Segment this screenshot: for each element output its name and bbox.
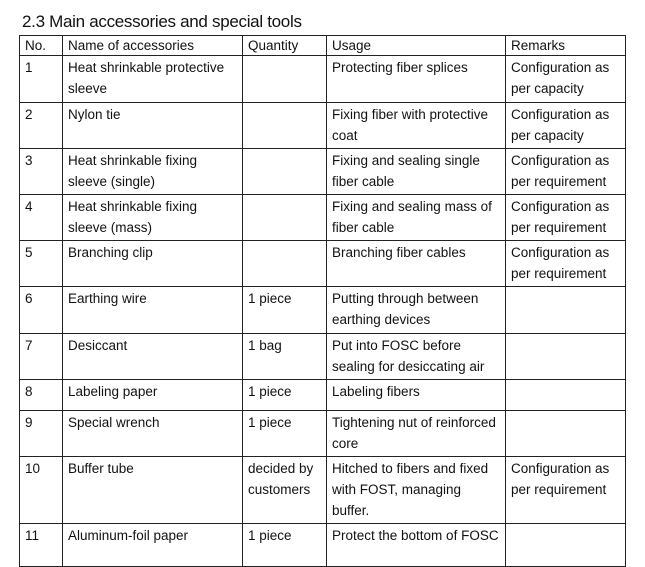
- cell-usage: Branching fiber cables: [327, 241, 506, 287]
- table-row: [20, 457, 626, 524]
- cell-name: Nylon tie: [63, 103, 243, 149]
- cell-name: Heat shrinkable fixing sleeve (single): [63, 149, 243, 195]
- cell-quantity: decided by customers: [243, 457, 327, 524]
- cell-no: 5: [20, 241, 63, 287]
- cell-name: Branching clip: [63, 241, 243, 287]
- cell-remarks: [506, 287, 626, 334]
- cell-name: Heat shrinkable fixing sleeve (mass): [63, 195, 243, 241]
- cell-quantity: 1 piece: [243, 411, 327, 457]
- cell-name: Buffer tube: [63, 457, 243, 524]
- header-no: No.: [20, 36, 63, 56]
- cell-no: 4: [20, 195, 63, 241]
- table-row: [20, 195, 626, 241]
- cell-remarks: Configuration as per requirement: [506, 457, 626, 524]
- accessories-table: [19, 35, 626, 567]
- cell-remarks: [506, 524, 626, 567]
- cell-no: 9: [20, 411, 63, 457]
- cell-quantity: [243, 149, 327, 195]
- cell-remarks: [506, 380, 626, 411]
- table-row: [20, 380, 626, 411]
- cell-usage: Protecting fiber splices: [327, 56, 506, 103]
- cell-usage: Fixing and sealing single fiber cable: [327, 149, 506, 195]
- cell-usage: Fixing fiber with protective coat: [327, 103, 506, 149]
- cell-no: 11: [20, 524, 63, 567]
- cell-no: 3: [20, 149, 63, 195]
- table-row: [20, 287, 626, 334]
- section-title: 2.3 Main accessories and special tools: [22, 12, 302, 31]
- cell-usage: Hitched to fibers and fixed with FOST, managing buffer.: [327, 457, 506, 524]
- cell-remarks: Configuration as per requirement: [506, 195, 626, 241]
- cell-no: 1: [20, 56, 63, 103]
- cell-remarks: [506, 334, 626, 380]
- cell-usage: Putting through between earthing devices: [327, 287, 506, 334]
- table-row: [20, 524, 626, 567]
- table-row: [20, 411, 626, 457]
- cell-remarks: Configuration as per capacity: [506, 103, 626, 149]
- cell-name: Labeling paper: [63, 380, 243, 411]
- cell-usage: Fixing and sealing mass of fiber cable: [327, 195, 506, 241]
- table-row: [20, 334, 626, 380]
- header-name: Name of accessories: [63, 36, 243, 56]
- header-usage: Usage: [327, 36, 506, 56]
- cell-no: 8: [20, 380, 63, 411]
- cell-quantity: 1 piece: [243, 524, 327, 567]
- cell-usage: Protect the bottom of FOSC: [327, 524, 506, 567]
- cell-remarks: Configuration as per requirement: [506, 149, 626, 195]
- cell-quantity: 1 bag: [243, 334, 327, 380]
- cell-name: Heat shrinkable protective sleeve: [63, 56, 243, 103]
- table-header-row: [20, 36, 626, 56]
- cell-no: 2: [20, 103, 63, 149]
- cell-name: Special wrench: [63, 411, 243, 457]
- cell-no: 10: [20, 457, 63, 524]
- table-row: [20, 56, 626, 103]
- header-remarks: Remarks: [506, 36, 626, 56]
- cell-no: 7: [20, 334, 63, 380]
- cell-name: Desiccant: [63, 334, 243, 380]
- cell-quantity: [243, 56, 327, 103]
- cell-remarks: [506, 411, 626, 457]
- cell-quantity: [243, 241, 327, 287]
- cell-no: 6: [20, 287, 63, 334]
- table-row: [20, 103, 626, 149]
- cell-usage: Tightening nut of reinforced core: [327, 411, 506, 457]
- cell-remarks: Configuration as per requirement: [506, 241, 626, 287]
- cell-name: Earthing wire: [63, 287, 243, 334]
- cell-usage: Labeling fibers: [327, 380, 506, 411]
- cell-usage: Put into FOSC before sealing for desiccating air: [327, 334, 506, 380]
- cell-remarks: Configuration as per capacity: [506, 56, 626, 103]
- cell-quantity: [243, 103, 327, 149]
- table-row: [20, 241, 626, 287]
- cell-quantity: 1 piece: [243, 287, 327, 334]
- cell-quantity: 1 piece: [243, 380, 327, 411]
- header-quantity: Quantity: [243, 36, 327, 56]
- cell-name: Aluminum-foil paper: [63, 524, 243, 567]
- cell-quantity: [243, 195, 327, 241]
- table-row: [20, 149, 626, 195]
